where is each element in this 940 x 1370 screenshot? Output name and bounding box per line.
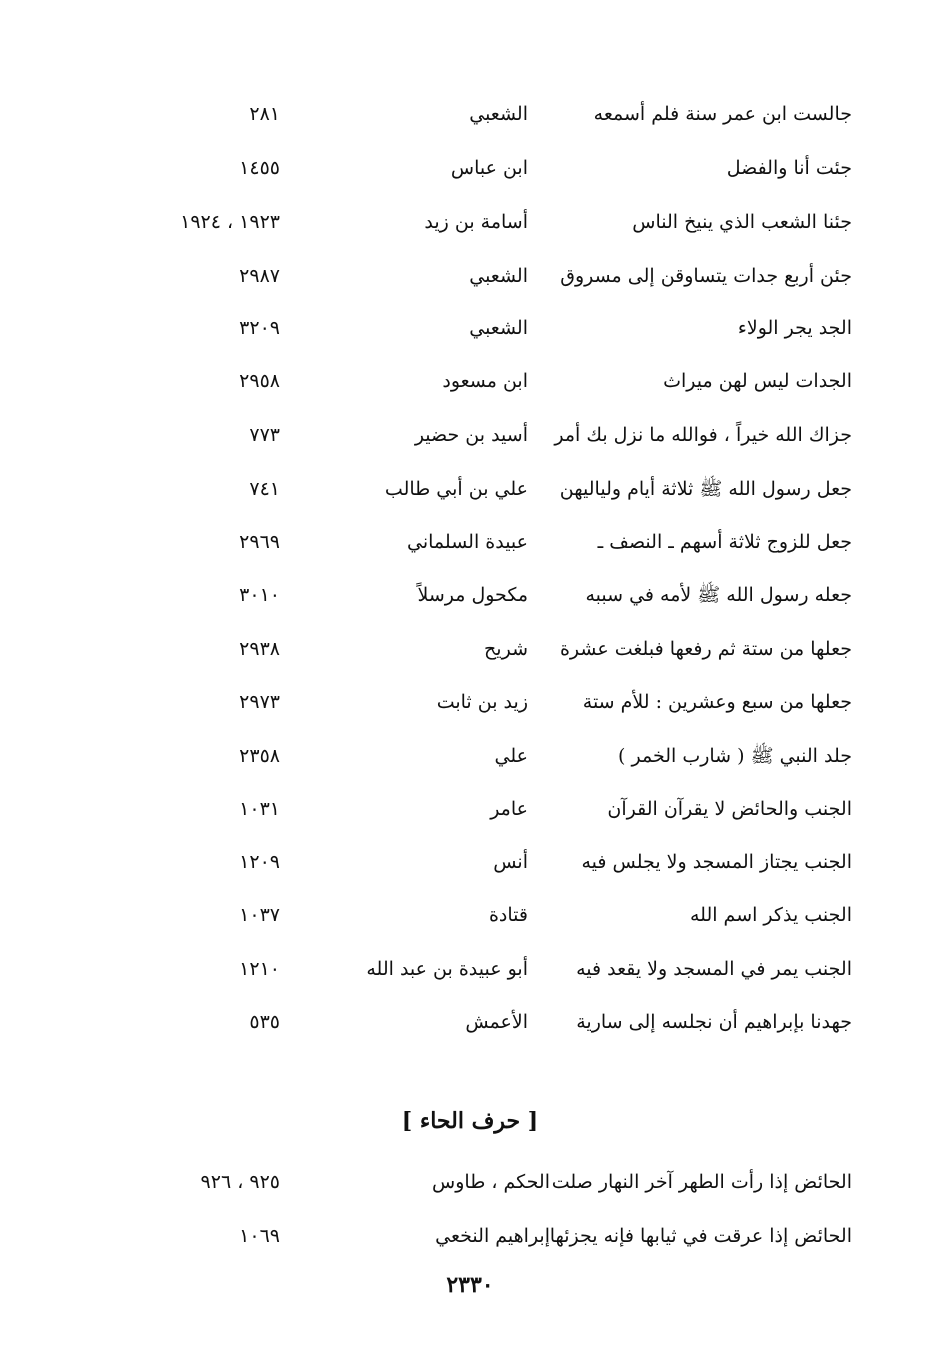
entry-number: ٢٨١ — [249, 103, 280, 125]
entry-narrator: أسامة بن زيد — [424, 211, 528, 233]
entry-number: ٧٧٣ — [249, 424, 280, 446]
index-entry — [0, 789, 940, 829]
entry-narrator: عبيدة السلماني — [407, 531, 528, 553]
entry-number: ٣٠١٠ — [239, 584, 280, 606]
entry-number: ١٠٦٩ — [239, 1225, 280, 1247]
entry-text: جلد النبي ﷺ ( شارب الخمر ) — [618, 745, 852, 767]
entry-number: ١٤٥٥ — [239, 157, 280, 179]
entry-text: جعلها من سبع وعشرين : للأم ستة — [582, 691, 852, 713]
entry-number: ١٠٣٧ — [239, 904, 280, 926]
index-entry — [0, 256, 940, 296]
index-entry — [0, 1162, 940, 1202]
entry-number: ٢٩٧٣ — [239, 691, 280, 713]
entry-text: الجنب والحائض لا يقرآن القرآن — [607, 798, 852, 820]
entry-narrator: ابن مسعود — [442, 370, 528, 392]
index-entry — [0, 148, 940, 188]
entry-narrator: الشعبي — [469, 103, 528, 125]
entry-number: ١٢١٠ — [239, 958, 280, 980]
entry-text: جالست ابن عمر سنة فلم أسمعه — [593, 103, 852, 125]
index-entry — [0, 202, 940, 242]
entry-number: ٢٩٣٨ — [239, 638, 280, 660]
index-entry — [0, 94, 940, 134]
entry-number: ٧٤١ — [249, 478, 280, 500]
index-entry — [0, 308, 940, 348]
entry-narrator: الحكم ، طاوس — [432, 1171, 550, 1193]
entry-text: جزاك الله خيراً ، فوالله ما نزل بك أمر — [554, 424, 852, 446]
index-entry — [0, 1216, 940, 1256]
index-entry — [0, 415, 940, 455]
entry-narrator: أبو عبيدة بن عبد الله — [366, 958, 528, 980]
entry-narrator: عامر — [490, 798, 528, 820]
entry-number: ٢٣٥٨ — [239, 745, 280, 767]
entry-number: ٥٣٥ — [249, 1011, 280, 1033]
entry-number: ٣٢٠٩ — [239, 317, 280, 339]
index-entry — [0, 682, 940, 722]
entry-number: ٢٩٥٨ — [239, 370, 280, 392]
entry-narrator: الأعمش — [465, 1011, 528, 1033]
index-entry — [0, 1002, 940, 1042]
entry-number: ٢٩٦٩ — [239, 531, 280, 553]
entry-text: الجنب يمر في المسجد ولا يقعد فيه — [576, 958, 852, 980]
index-entry — [0, 842, 940, 882]
entry-text: الجنب يذكر اسم الله — [689, 904, 852, 926]
index-entry — [0, 736, 940, 776]
entry-text: جهدنا بإبراهيم أن نجلسه إلى سارية — [576, 1011, 852, 1033]
entry-text: جعل رسول الله ﷺ ثلاثة أيام ولياليهن — [559, 478, 852, 500]
entry-text: الجنب يجتاز المسجد ولا يجلس فيه — [581, 851, 852, 873]
entry-narrator: ابن عباس — [450, 157, 528, 179]
entry-text: جعل للزوج ثلاثة أسهم ـ النصف ـ — [597, 531, 852, 553]
page-number: ٢٣٣٠ — [446, 1272, 494, 1298]
index-entry — [0, 629, 940, 669]
entry-text: الحائض إذا رأت الطهر آخر النهار صلت — [551, 1171, 852, 1193]
entry-text: جعلها من ستة ثم رفعها فبلغت عشرة — [559, 638, 852, 660]
entry-narrator: قتادة — [488, 904, 528, 926]
entry-text: الجدات ليس لهن ميراث — [663, 370, 852, 392]
entry-narrator: مكحول مرسلاً — [417, 584, 528, 606]
entry-narrator: علي بن أبي طالب — [384, 478, 528, 500]
index-entry — [0, 895, 940, 935]
entry-text: جئنا الشعب الذي ينيخ الناس — [632, 211, 852, 233]
entry-text: جئت أنا والفضل — [726, 157, 852, 179]
entry-text: الحائض إذا عرقت في ثيابها فإنه يجزئها — [549, 1225, 852, 1247]
entry-number: ٩٢٥ ، ٩٢٦ — [200, 1171, 280, 1193]
index-entry — [0, 522, 940, 562]
index-entry — [0, 575, 940, 615]
entry-text: الجد يجر الولاء — [737, 317, 852, 339]
entry-number: ٢٩٨٧ — [239, 265, 280, 287]
entry-text: جئن أربع جدات يتساوقن إلى مسروق — [560, 265, 852, 287]
entry-number: ١٢٠٩ — [239, 851, 280, 873]
index-entry — [0, 469, 940, 509]
entry-narrator: أسيد بن حضير — [414, 424, 528, 446]
index-entry — [0, 361, 940, 401]
entry-narrator: زيد بن ثابت — [436, 691, 528, 713]
entry-number: ١٩٢٣ ، ١٩٢٤ — [180, 211, 280, 233]
section-heading: [ حرف الحاء ] — [401, 1108, 539, 1134]
entry-number: ١٠٣١ — [239, 798, 280, 820]
entry-narrator: علي — [494, 745, 528, 767]
entry-narrator: الشعبي — [469, 265, 528, 287]
entry-narrator: شريح — [484, 638, 528, 660]
entry-text: جعله رسول الله ﷺ لأمه في سببه — [585, 584, 852, 606]
index-entry — [0, 949, 940, 989]
entry-narrator: أنس — [493, 851, 528, 873]
entry-narrator: الشعبي — [469, 317, 528, 339]
entry-narrator: إبراهيم النخعي — [435, 1225, 550, 1247]
